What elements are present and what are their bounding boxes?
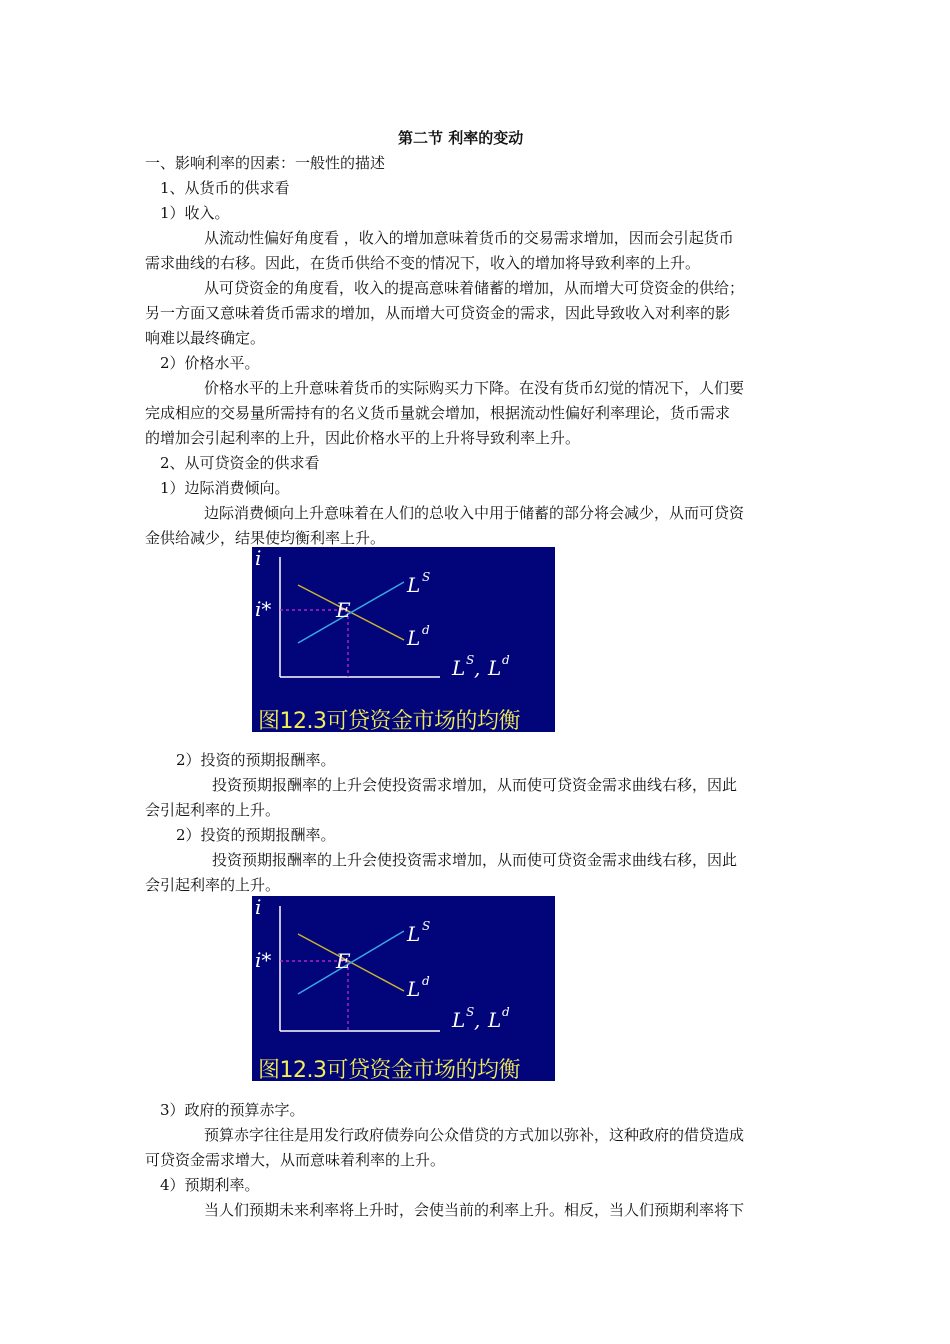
paragraph-line: 响难以最终确定。 xyxy=(145,329,266,347)
supply-label: L xyxy=(407,573,421,597)
x-axis-label-ld-sup: d xyxy=(502,1005,510,1019)
x-axis-label-sep: , xyxy=(474,656,481,680)
item-income: 1）收入。 xyxy=(160,204,230,222)
x-axis-label-ls: L xyxy=(452,1008,466,1032)
loanable-funds-figure xyxy=(252,547,555,732)
supply-label-sup: S xyxy=(422,570,431,584)
x-axis-label-ld: L xyxy=(488,656,502,680)
y-axis-label: i xyxy=(255,896,262,919)
x-axis-label-ld: L xyxy=(488,1008,502,1032)
paragraph-line: 投资预期报酬率的上升会使投资需求增加，从而使可贷资金需求曲线右移，因此 xyxy=(212,776,738,794)
paragraph-line: 从可贷资金的角度看，收入的提高意味着储蓄的增加，从而增大可贷资金的供给； xyxy=(204,279,745,297)
item-investment-return: 2）投资的预期报酬率。 xyxy=(176,826,336,844)
paragraph-line: 价格水平的上升意味着货币的实际购买力下降。在没有货币幻觉的情况下，人们要 xyxy=(204,379,745,397)
figure-caption: 图12.3可贷资金市场的均衡 xyxy=(258,709,520,732)
item-mpc: 1）边际消费倾向。 xyxy=(160,479,290,497)
x-axis-label-ls-sup: S xyxy=(466,1005,475,1019)
demand-label-sup: d xyxy=(422,623,430,637)
i-star-label: i* xyxy=(255,948,272,972)
demand-label-sup: d xyxy=(422,974,430,988)
equilibrium-label: E xyxy=(336,598,351,622)
paragraph-line: 可贷资金需求增大，从而意味着利率的上升。 xyxy=(145,1151,446,1169)
x-axis-label-sep: , xyxy=(474,1008,481,1032)
subheading-money: 1、从货币的供求看 xyxy=(160,179,290,197)
paragraph-line: 当人们预期未来利率将上升时，会使当前的利率上升。相反，当人们预期利率将下 xyxy=(204,1201,745,1219)
item-expected-rate: 4）预期利率。 xyxy=(160,1176,260,1194)
loanable-funds-figure xyxy=(252,896,555,1081)
y-axis-label: i xyxy=(255,547,262,570)
x-axis-label-ls-sup: S xyxy=(466,653,475,667)
paragraph-line: 另一方面又意味着货币需求的增加，从而增大可贷资金的需求，因此导致收入对利率的影 xyxy=(145,304,731,322)
heading-factors: 一、影响利率的因素：一般性的描述 xyxy=(145,154,386,172)
x-axis-label-ls: L xyxy=(452,656,466,680)
item-investment-return: 2）投资的预期报酬率。 xyxy=(176,751,336,769)
demand-label: L xyxy=(407,977,421,1001)
i-star-label: i* xyxy=(255,597,272,621)
paragraph-line: 从流动性偏好角度看 ，收入的增加意味着货币的交易需求增加，因而会引起货币 xyxy=(204,229,734,247)
paragraph-line: 预算赤字往往是用发行政府债券向公众借贷的方式加以弥补，这种政府的借贷造成 xyxy=(204,1126,745,1144)
equilibrium-label: E xyxy=(336,949,351,973)
item-price-level: 2）价格水平。 xyxy=(160,354,260,372)
supply-curve xyxy=(298,582,404,643)
paragraph-line: 会引起利率的上升。 xyxy=(145,801,281,819)
paragraph-line: 金供给减少，结果使均衡利率上升。 xyxy=(145,529,386,547)
subheading-loanable-funds: 2、从可贷资金的供求看 xyxy=(160,454,320,472)
x-axis-label-ld-sup: d xyxy=(502,653,510,667)
paragraph-line: 边际消费倾向上升意味着在人们的总收入中用于储蓄的部分将会减少，从而可贷资 xyxy=(204,504,745,522)
paragraph-line: 投资预期报酬率的上升会使投资需求增加，从而使可贷资金需求曲线右移，因此 xyxy=(212,851,738,869)
demand-label: L xyxy=(407,626,421,650)
supply-label-sup: S xyxy=(422,919,431,933)
figure-caption: 图12.3可贷资金市场的均衡 xyxy=(258,1058,520,1081)
supply-label: L xyxy=(407,922,421,946)
item-budget-deficit: 3）政府的预算赤字。 xyxy=(160,1101,305,1119)
paragraph-line: 需求曲线的右移。因此，在货币供给不变的情况下，收入的增加将导致利率的上升。 xyxy=(145,254,701,272)
paragraph-line: 的增加会引起利率的上升，因此价格水平的上升将导致利率上升。 xyxy=(145,429,581,447)
paragraph-line: 完成相应的交易量所需持有的名义货币量就会增加，根据流动性偏好利率理论，货币需求 xyxy=(145,404,731,422)
paragraph-line: 会引起利率的上升。 xyxy=(145,876,281,894)
section-title: 第二节 利率的变动 xyxy=(398,129,524,147)
supply-curve xyxy=(298,931,404,994)
